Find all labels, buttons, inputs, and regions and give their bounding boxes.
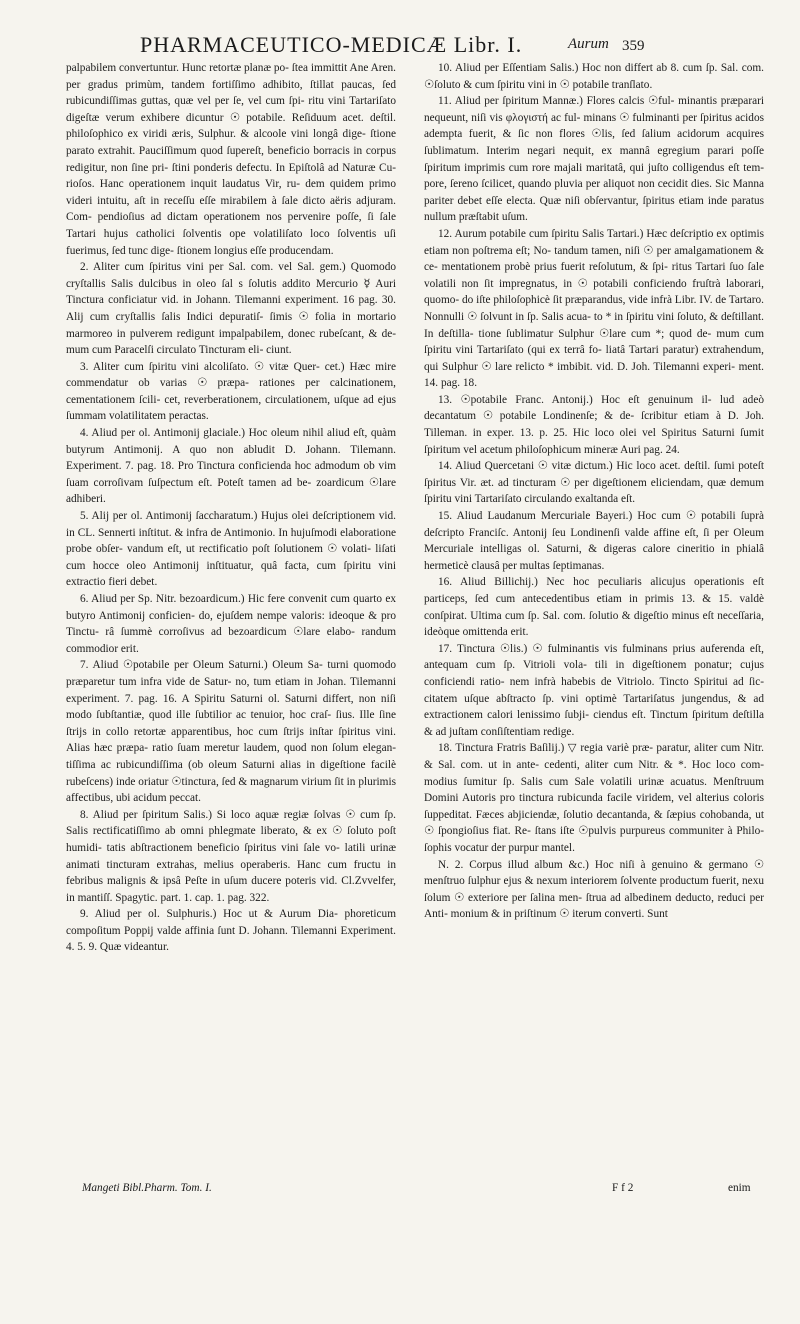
paragraph: 16. Aliud Billichij.) Nec hoc peculiaris alicujus operationis eſt particeps, ſed cum antecedentibus etiam in primis 13. & 15. valdè conſpirat. Ultima cum ſp. Sal. com. ſolutio & digeſtio minus eſt neceſſaria, ideòque omittenda erit. <box>424 576 764 639</box>
paragraph: N. 2. Corpus illud album &c.) Hoc niſi à genuino & germano ☉ menſtruo ſulphur ejus & nexum interiorem ſolvente productum fuerit, nexu ſolum ☉ exteriore per ſalina men- ſtrua ad albedinem deducto, reduci per Anti- monium & in priſtinum ☉ iterum converti. Sunt <box>424 858 764 921</box>
paragraph: 5. Alij per ol. Antimonij ſaccharatum.) Hujus olei deſcriptionem vid. in CL. Sennerti inſtitut. & infra de Antimonio. In hujuſmodi elaboratione probe obſer- vandum eſt, ut rectificatio poſt ſolutionem ☉ volati- liſati cum hocce oleo Antimonij inſtituatur, quâ facta, cum ſpiritu vini extractio fieri debet. <box>66 510 396 589</box>
paragraph: 15. Aliud Laudanum Mercuriale Bayeri.) Hoc cum ☉ potabili ſuprà deſcripto Franciſc. Antonij ſeu Londinenſi valde affine eſt, ſi per Oleum Mercuriale intelligas ol. Saturni, & digeras calore cineritio in phialâ hermeticè clausâ per multas ſeptimanas. <box>424 510 764 572</box>
paragraph: 17. Tinctura ☉lis.) ☉ fulminantis vis fulminans prius auferenda eſt, antequam cum ſp. Vitrioli vola- tili in digeſtionem ponatur; cujus conficiendi ratio- nem infrà habebis de Vitriolo. Tincto Spiritui ad ſic- citatem uſque abſtracto ſp. vini optimè Tartariſatus jungendus, & ad extractionem calori lenissimo ſubji- ciendus eſt. Tinctum ſpiritum deſtilla & ad juſtam conſiſtentiam redige. <box>424 642 764 738</box>
signature-mark: F f 2 <box>612 1182 634 1194</box>
paragraph: 7. Aliud ☉potabile per Oleum Saturni.) Oleum Sa- turni quomodo præparetur tum infra vide de Satur- no, tum etiam in Johan. Tilemanni experiment. 7. pag. 16. A Spiritu Saturni ol. Saturni differt, non niſi modo ſubſtantiæ, quod ille ſubtilior ac tenuior, hoc craſ- ſius. Ille ſine ſtrijs in collo retortæ apparentibus, hoc cum ſtrijs inſtar ſpiritus vini. Alias hæc præpa- ratio ſuam meretur laudem, quod non ſolum elegan- tiſſima ac rubicundiſſima (ob oleum Saturni alias in digeſtione facilè rubeſcens) inde oriatur ☉tinctura, ſed & magnarum virium ſit in plurimis affectibus, ubi acidum peccat. <box>66 659 396 805</box>
paragraph: 2. Aliter cum ſpiritus vini per Sal. com. vel Sal. gem.) Quomodo cryſtallis Salis dulcibus in oleo ſal s ſolutis addito Mercurio ☿ Auri Tinctura conficiatur vid. in Johann. Tilemanni experiment. 16 pag. 30. Alij cum cryſtallis ſalis Indici depuratiſ- ſimis ☉ folia in mortario marmoreo in pulverem redigunt impalpabilem, donec rubeſcant, & de- mum cum Paracelſi circulato Tincturam eli- ciunt. <box>66 261 396 357</box>
paragraph: palpabilem convertuntur. Hunc retortæ planæ po- ſtea immittit Ane Aren. per gradus primùm, tandem fortiſſimo adhibito, ſtillat paucas, ſed rubicundiſſimas guttas, quæ vel per ſe, vel cum ſpi- ritu vini Tartariſato digeſtæ verum exhibere dicuntur ☉ potabile. Reſiduum acet. deſtil. philoſophico ex viridi æris, Sulphur. & alcoole vini longâ dige- ſtione parato extrahit. Pauciſſimum quod ſupereſt, beneficio borracis in corpus redigitur, non ſine pri- ſtini ponderis defectu. In Epiſtolâ ad Naturæ Cu- rioſos. Hanc operationem inquit laudatus Vir, ru- dem quidem primo videri intuitu, aſt in receſſu eſſe mirabilem à ſale dicto aëris adjuram. Com- pendioſius ad dictam operationem nos pervenire poſſe, ſi ſale Tartari hujus catholici ſolventis ope volatiliſato loco ſolventis uſi fuerimus, ſed tunc dige- ſtionem longius eſſe producendam. <box>66 62 396 257</box>
signature-left: Mangeti Bibl.Pharm. Tom. I. <box>82 1182 212 1194</box>
paragraph: 9. Aliud per ol. Sulphuris.) Hoc ut & Aurum Dia- phoreticum compoſitum Poppij valde affinia ſunt D. Johann. Tilemanni Experiment. 4. 5. 9. Quæ videantur. <box>66 908 396 954</box>
paragraph: 18. Tinctura Fratris Baſilij.) ▽ regia variè præ- paratur, aliter cum Nitr. & Sal. com. ut in ante- cedenti, aliter cum Nitr. & *. Hoc loco com- modius ſumitur ſp. Salis cum Sale volatili urinæ acuatus. Menſtruum Domini Autoris pro tinctura rubicunda facile viridem, vel alterius coloris ſuppeditat. Fæces abjiciendæ, ſolutio decantanda, & ſæpius cohobanda, ut ☉ ſpongioſius fiat. Re- ſtans iſte ☉pulvis purpureus communiter à Philo- ſophis vocatur der purpur mantel. <box>424 742 764 854</box>
running-title: PHARMACEUTICO-MEDICÆ Libr. I. <box>140 32 523 57</box>
page-header <box>0 30 800 60</box>
paragraph: 10. Aliud per Eſſentiam Salis.) Hoc non differt ab 8. cum ſp. Sal. com. ☉ſoluto & cum ſpiritu vini in ☉ potabile tranſlato. <box>424 62 764 91</box>
left-column <box>66 60 396 956</box>
right-column <box>424 60 764 923</box>
paragraph: 6. Aliud per Sp. Nitr. bezoardicum.) Hic fere convenit cum quarto ex butyro Antimonij conficien- do, ejuſdem nempe valoris: ideoque & pro Tinctu- râ ſummè corroſivus ad bezoardicum ☉lare elabo- randum commodior erit. <box>66 593 396 655</box>
paragraph: 11. Aliud per ſpiritum Mannæ.) Flores calcis ☉ful- minantis præparari nequeunt, niſi vis φλογιστή ac ful- minans ☉ fulminanti per ſpiritus acidos adempta fuerit, & ſic non flores ☉lis, ſed ſalium acidorum acquires ſublimatum. Interim negari nequit, ex mannâ egregium parari poſſe ſpiritum imprimis cum rore majali maritatâ, qui juſto colligendus eſt tem- pore, ſereno ſcilicet, quando pluvia per aliquot non cecidit dies. Sic Manna pariter debet eſſe electa. Quæ niſi obſervantur, ſpiritus etiam inde paratus nullum præſtabit uſum. <box>424 95 764 224</box>
paragraph: 14. Aliud Quercetani ☉ vitæ dictum.) Hic loco acet. deſtil. ſumi poteſt ſpiritus Vir. æt. ad tincturam ☉ per digeſtionem eliciendam, quæ demum ſpiritu vini Tartariſato circulando exaltanda eſt. <box>424 460 764 506</box>
paragraph: 4. Aliud per ol. Antimonij glaciale.) Hoc oleum nihil aliud eſt, quàm butyrum Antimonij. A quo non abludit D. Johann. Tilemann. Experiment. 7. pag. 18. Pro Tinctura conficienda hoc admodum ob vim ſuam corroſivam ſuſpectum eſt. Poteſt tamen ad be- zoardicum ☉lare adhiberi. <box>66 427 396 506</box>
catchword: enim <box>728 1182 751 1194</box>
header-catchword: Aurum <box>568 36 609 52</box>
paragraph: 3. Aliter cum ſpiritu vini alcoliſato. ☉ vitæ Quer- cet.) Hæc mire commendatur ob varias ☉ præpa- rationes per calcinationem, cementationem ſcili- cet, reverberationem, circulationem, uſque ad ejus ſummam volatilitatem peractas. <box>66 360 396 423</box>
paragraph: 8. Aliud per ſpiritum Salis.) Si loco aquæ regiæ ſolvas ☉ cum ſp. Salis rectificatiſſimo ab omni phlegmate liberato, & ex ☉ ſoluto poſt humidi- tatis abſtractionem beneficio ſpiritus vini ſale vo- latili urinæ animati tincturam extrahas, melius operaberis. Hanc cum fructu in febribus malignis & ipsâ Peſte in uſum ducere poteris vid. Cl.Zvvelfer, in mantiſſ. Spagytic. part. 1. cap. 1. pag. 322. <box>66 808 396 904</box>
paragraph: 12. Aurum potabile cum ſpiritu Salis Tartari.) Hæc deſcriptio ex optimis etiam non poſtrema eſt; No- tandum tamen, niſi ☉ per amalgamationem & ce- mentationem probè prius fuerit reſolutum, & ſpi- ritus Tartari ſuo ſale volatili non ſit impregnatus, in ☉ potabili conficiendo fruſtrà laborari, quomo- do iſte philoſophicè ſit præparandus, vide infrà Libr. IV. de Tartaro. Nonnulli ☉ ſolvunt in ſp. Salis acua- to * in ſpiritu vini ſoluto, & deſtillant. In deſtilla- tione ſublimatur Sulphur ☉lare cum *; quod de- mum cum ſpiritu vini Tartariſato (qui ex terrâ fo- liatâ Tartari paratur) extrahendum, qui Sulphur ☉ lare relicto * imbibit. vid. D. Joh. Tilemanni experi- ment. 14. pag. 18. <box>424 227 764 390</box>
page-number: 359 <box>622 38 645 54</box>
paragraph: 13. ☉potabile Franc. Antonij.) Hoc eſt genuinum il- lud adeò decantatum ☉ potabile Londinenſe; & de- ſcribitur etiam à D. Joh. Tilleman. in exper. 13. p. 25. Hic loco olei vel Spiritus Saturni ſumit ſpiritum vel acetum philoſophicum mineræ Auri pag. 24. <box>424 393 764 456</box>
